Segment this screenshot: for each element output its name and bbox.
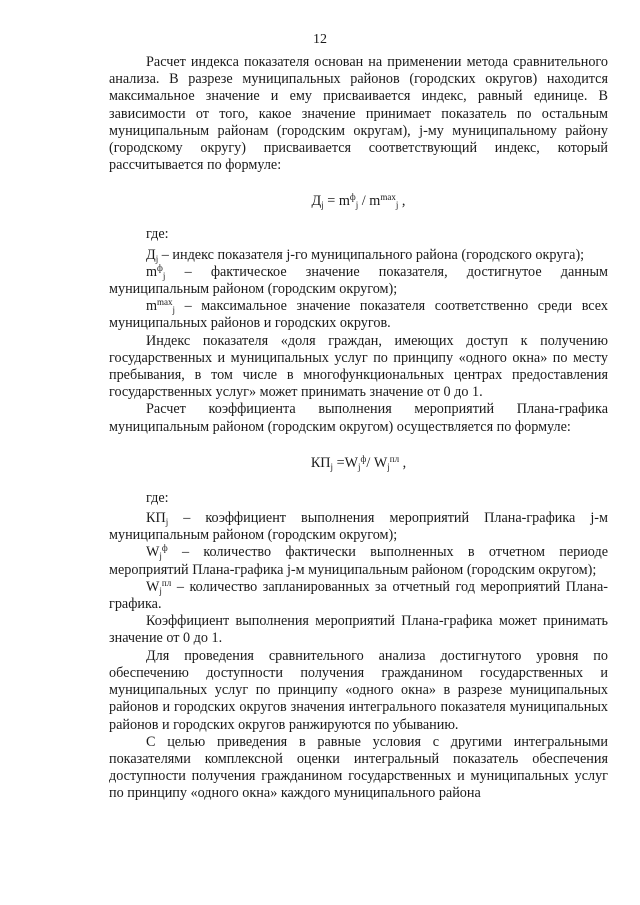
- page-number: 12: [313, 32, 327, 47]
- paragraph-method: Расчет индекса показателя основан на применении метода сравнительного анализа. В разрезе муниципальных районов (городских округов) находится максимальное значение и ему присваивается индекс, равный единице. В зависимости от того, какое значение принимает показатель по остальным муниципальным районам (городским округам), j-му муниципальному району (городскому округу) присваивается соответствующий индекс, который рассчитывается по формуле:: [109, 54, 608, 174]
- definition-actual-value: [109, 264, 608, 298]
- formula-coefficient-sup1: ф: [360, 453, 367, 464]
- formula-index-tail: ,: [398, 193, 406, 210]
- definition-actual-sup: ф: [157, 262, 163, 273]
- definition-coefficient-sub: j: [165, 517, 169, 528]
- definition-max-sup: max: [157, 297, 173, 308]
- formula-index-lhs-sub: j: [321, 200, 324, 211]
- definition-completed-symbol: W: [146, 544, 160, 561]
- definition-coefficient-text: – коэффициент выполнения мероприятий Плана-графика j-м муниципальным районом (городским округом);: [109, 510, 608, 544]
- formula-coefficient-lhs-sub: j: [330, 461, 334, 472]
- definition-index-symbol: Д: [146, 246, 156, 263]
- definition-index-sub: j: [155, 253, 159, 264]
- definition-completed-text: – количество фактически выполненных в отчетном периоде мероприятий Плана-графика j-м муниципальным районом (городским округом);: [109, 544, 608, 578]
- definition-index: [109, 247, 608, 264]
- formula-index-lhs: Д: [311, 193, 322, 210]
- definition-planned-sup: пл: [161, 577, 172, 588]
- definition-completed-sup: ф: [161, 543, 168, 554]
- definition-coefficient: [109, 510, 608, 544]
- formula-index-mid: / m: [358, 193, 381, 210]
- definition-actual-text: – фактическое значение показателя, достигнутое данным муниципальным районом (городским округом);: [109, 263, 608, 298]
- formula-index-sub2: j: [395, 200, 399, 211]
- definition-coefficient-symbol: КП: [146, 510, 166, 527]
- definition-max-value: [109, 298, 608, 332]
- paragraph-ranking: Для проведения сравнительного анализа достигнутого уровня по обеспечению доступности получения гражданином государственных и муниципальных услуг по принципу «одного окна» в разрезе муниципальных районов и городских округов значения интегрального показателя муниципальных районов и городских округов ранжируются по убыванию.: [109, 647, 608, 733]
- paragraph-normalization: С целью приведения в равные условия с другими интегральными показателями комплексной оценки интегральный показатель обеспечения доступности получения гражданином государственных и муниципальных услуг по принципу «одного окна» каждого муниципального района: [109, 733, 608, 802]
- definition-planned-count: [109, 579, 608, 613]
- paragraph-coefficient-range: Коэффициент выполнения мероприятий Плана-графика может принимать значение от 0 до 1.: [109, 613, 608, 647]
- formula-coefficient-sub1: j: [358, 461, 361, 472]
- paragraph-index-range: Индекс показателя «доля граждан, имеющих доступ к получению государственных и муниципальных услуг по принципу «одного окна» по месту пребывания, в том числе в многофункциональных центрах предоставления государственных услуг» может принимать значение от 0 до 1.: [109, 332, 608, 401]
- formula-coefficient-mid: / W: [366, 454, 388, 471]
- formula-coefficient-eq: =W: [333, 454, 358, 471]
- formula-index-sup2: max: [380, 192, 396, 203]
- paragraph-coefficient: Расчет коэффициента выполнения мероприятий Плана-графика муниципальным районом (городским округом) осуществляется по формуле:: [109, 401, 608, 435]
- definition-max-text: – максимальное значение показателя соответственно среди всех муниципальных районов и городских округов.: [109, 298, 608, 332]
- definition-max-symbol: m: [146, 298, 158, 315]
- formula-index-sub1: j: [355, 200, 359, 211]
- formula-coefficient-tail: ,: [399, 454, 407, 471]
- definition-planned-text: – количество запланированных за отчетный год мероприятий Плана-графика.: [109, 578, 608, 613]
- formula-index-eq: = m: [323, 193, 350, 210]
- formula-coefficient-sup2: пл: [389, 453, 400, 464]
- formula-coefficient-sub2: j: [387, 461, 390, 472]
- formula-coefficient-lhs: КП: [310, 454, 331, 471]
- where-label-2: где:: [146, 489, 169, 506]
- definition-actual-symbol: m: [146, 263, 158, 280]
- definition-index-text: – индекс показателя j-го муниципального района (городского округа);: [158, 246, 585, 263]
- definition-max-sub: j: [172, 305, 176, 316]
- where-label-1: где:: [146, 226, 169, 243]
- formula-coefficient: [109, 448, 608, 478]
- page-body: [109, 54, 608, 803]
- formula-index: [109, 186, 608, 216]
- definition-actual-sub: j: [162, 270, 166, 281]
- formula-index-sup1: ф: [349, 192, 356, 203]
- definition-planned-sub: j: [159, 585, 162, 596]
- definition-planned-symbol: W: [146, 578, 160, 595]
- definition-completed-count: [109, 544, 608, 578]
- definition-completed-sub: j: [159, 551, 162, 562]
